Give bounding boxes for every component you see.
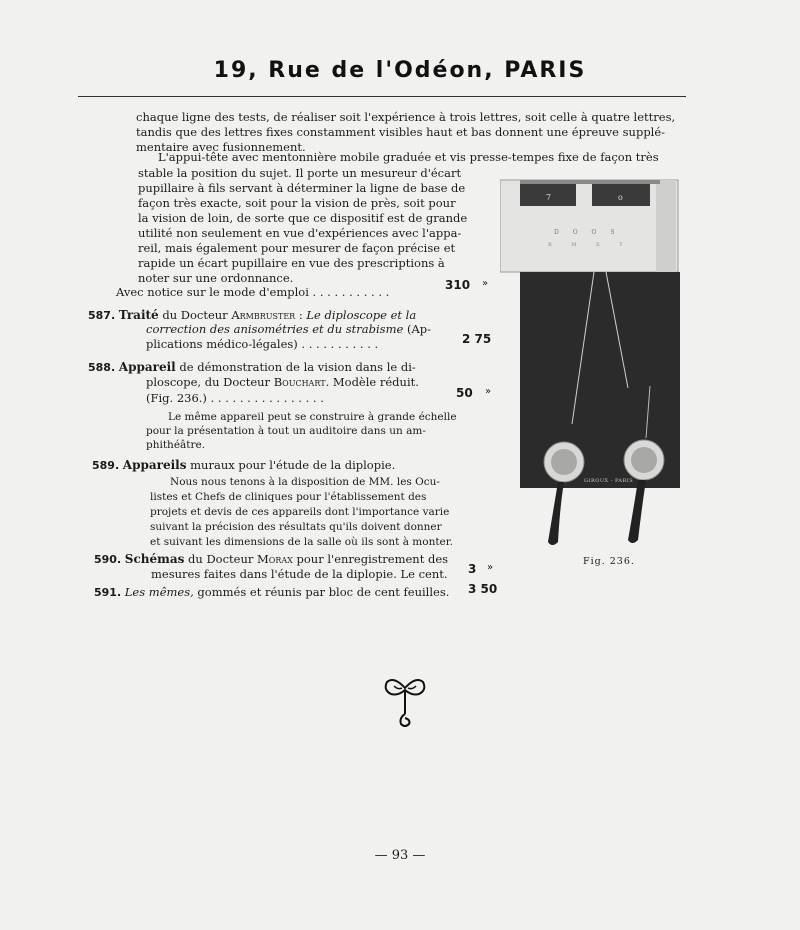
svg-text:o: o <box>618 193 623 202</box>
item-591-price: 3 50 <box>468 582 498 596</box>
item-588-price: 50 <box>456 386 473 400</box>
intro-line: pupillaire à fils servant à déterminer la ligne de base de <box>138 181 466 195</box>
svg-text:7: 7 <box>546 193 552 202</box>
item-589-note: suivant la précision des résultats qu'ils doivent donner <box>150 521 442 533</box>
plate-maker-label: GIROUX - PARIS <box>584 478 634 484</box>
figure-caption: Fig. 236. <box>583 556 635 567</box>
chart-row: D O O S <box>554 229 621 236</box>
intro-line: utilité non seulement en vue d'expériences avec l'appa- <box>138 226 462 240</box>
item-589-line1: 589. Appareils muraux pour l'étude de la diplopie. <box>92 458 396 472</box>
item-588-mark: » <box>485 386 492 397</box>
item-590-mark: » <box>487 562 494 573</box>
item-589-note: projets et devis de ces appareils dont l'importance varie <box>150 506 450 518</box>
page-header: 19, Rue de l'Odéon, PARIS <box>213 58 587 83</box>
item-number: 591. <box>94 586 122 599</box>
item-587-price: 2 75 <box>462 332 492 346</box>
item-588-note: Le même appareil peut se construire à grande échelle <box>168 411 457 423</box>
intro-line: noter sur une ordonnance. <box>138 271 294 285</box>
item-number: 589. <box>92 459 120 472</box>
item-590-price: 3 <box>468 562 477 576</box>
item-587-line1: 587. Traité du Docteur Armbruster : Le diploscope et la <box>88 308 417 322</box>
intro-line: L'appui-tête avec mentonnière mobile graduée et vis presse-tempes fixe de façon très <box>158 150 659 164</box>
intro-line: façon très exacte, soit pour la vision de près, soit pour <box>138 196 456 210</box>
item-588-line3: (Fig. 236.) . . . . . . . . . . . . . . . . <box>146 391 324 405</box>
item-number: 588. <box>88 361 116 374</box>
item-number: 590. <box>94 553 122 566</box>
item-589-note: Nous nous tenons à la disposition de MM. les Ocu- <box>170 476 440 488</box>
item-589-note: listes et Chefs de cliniques pour l'établissement des <box>150 491 427 503</box>
item-number: 587. <box>88 309 116 322</box>
intro-line: la vision de loin, de sorte que ce dispositif est de grande <box>138 211 468 225</box>
item-589-note: et suivant les dimensions de la salle où ils sont à monter. <box>150 536 453 548</box>
item-590-line1: 590. Schémas du Docteur Morax pour l'enregistrement des <box>94 552 449 566</box>
item-588-line1: 588. Appareil de démonstration de la vision dans le di- <box>88 360 416 374</box>
fleuron-ornament <box>382 674 428 730</box>
intro-line: chaque ligne des tests, de réaliser soit l'expérience à trois lettres, soit celle à quatre lettres, <box>136 110 676 124</box>
item-588-line2: ploscope, du Docteur Bouchart. Modèle réduit. <box>146 375 419 389</box>
diploscope-figure <box>500 176 680 548</box>
intro-line: mentaire avec fusionnement. <box>136 140 306 154</box>
notice-price: 310 <box>445 278 471 292</box>
item-587-line2: correction des anisométries et du strabisme (Ap- <box>146 322 431 336</box>
intro-line: tandis que des lettres fixes constamment visibles haut et bas donnent une épreuve supplé- <box>136 125 666 139</box>
intro-line: reil, mais également pour mesurer de façon précise et <box>138 241 456 255</box>
notice-line: Avec notice sur le mode d'emploi . . . . . . . . . . . <box>116 285 390 299</box>
item-590-line2: mesures faites dans l'étude de la diplopie. Le cent. <box>151 567 448 581</box>
item-591-line1: 591. Les mêmes, gommés et réunis par bloc de cent feuilles. <box>94 585 450 599</box>
intro-line: stable la position du sujet. Il porte un mesureur d'écart <box>138 166 462 180</box>
item-588-note: phithéâtre. <box>146 439 206 451</box>
page-number: — 93 — <box>374 848 426 863</box>
header-rule <box>78 96 686 97</box>
notice-mark: » <box>482 278 489 289</box>
item-588-note: pour la présentation à tout un auditoire dans un am- <box>146 425 426 437</box>
intro-line: rapide un écart pupillaire en vue des prescriptions à <box>138 256 445 270</box>
item-587-line3: plications médico-légales) . . . . . . . . . . . <box>146 337 379 351</box>
chart-row: R M E T <box>548 242 632 248</box>
